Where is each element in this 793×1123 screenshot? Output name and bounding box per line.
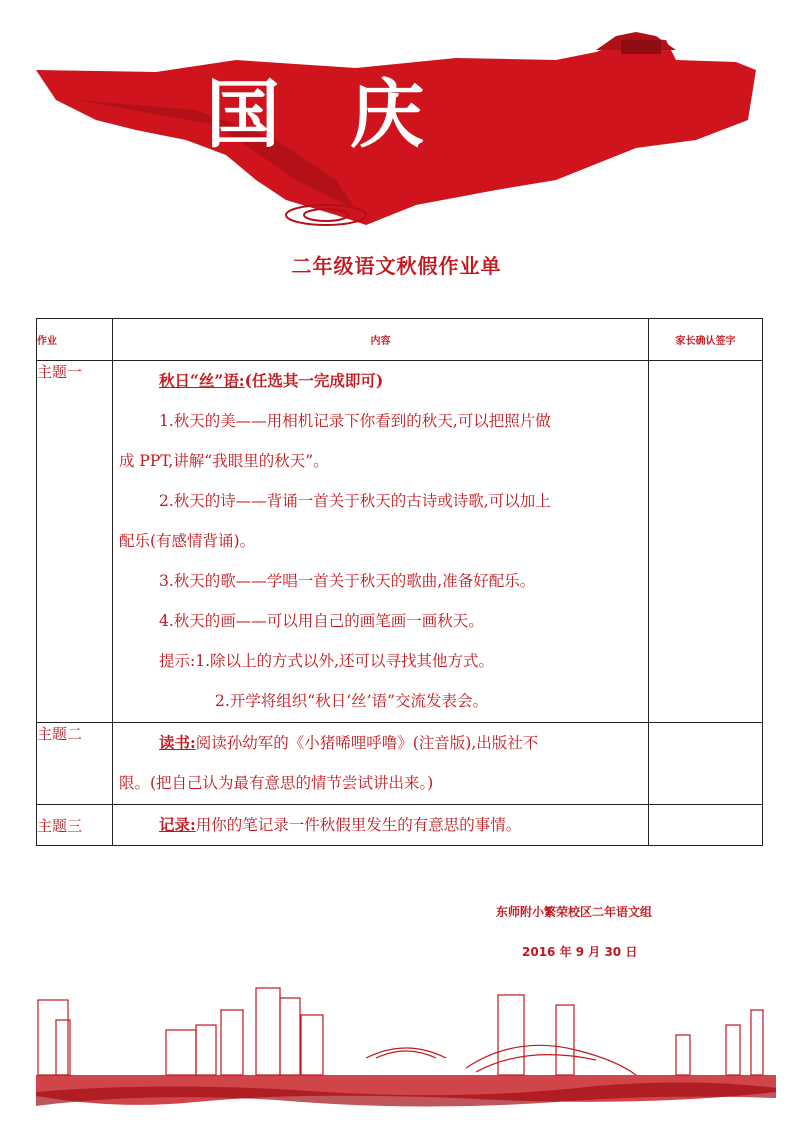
content-line: 3.秋天的歌——学唱一首关于秋天的歌曲,准备好配乐。 — [159, 572, 536, 590]
topic-title: 秋日“丝”语: — [159, 371, 245, 390]
table-row — [37, 723, 763, 805]
content-line: 2.开学将组织“秋日‘丝’语”交流发表会。 — [215, 692, 488, 710]
national-day-banner — [36, 30, 756, 230]
parent-sign-cell[interactable] — [649, 805, 763, 846]
content-line: 4.秋天的画——可以用自己的画笔画一画秋天。 — [159, 612, 484, 630]
topic-line — [113, 361, 648, 401]
header-content: 内容 — [113, 319, 649, 361]
topic-note: (任选其一完成即可) — [244, 371, 384, 390]
table-row — [37, 361, 763, 723]
parent-sign-cell[interactable] — [649, 361, 763, 723]
theme-label: 主题二 — [37, 723, 113, 805]
theme-label: 主题一 — [37, 361, 113, 723]
content-text: 阅读孙幼军的《小猪唏哩呼噜》(注音版),出版社不 — [195, 734, 539, 752]
footer-date: 2016 年 9 月 30 日 — [522, 945, 638, 959]
document-title: 二年级语文秋假作业单 — [291, 254, 502, 278]
red-map-silhouette-icon — [36, 30, 756, 230]
content-line — [113, 805, 648, 845]
content-line: 2.秋天的诗——背诵一首关于秋天的古诗或诗歌,可以加上 — [159, 492, 551, 510]
content-line: 限。(把自己认为最有意思的情节尝试讲出来。) — [119, 774, 434, 792]
topic-title: 读书: — [159, 733, 196, 752]
content-line — [113, 723, 648, 763]
theme-content — [113, 361, 649, 723]
content-text: 用你的笔记录一件秋假里发生的有意思的事情。 — [195, 816, 522, 834]
footer-organization: 东师附小繁荣校区二年语文组 — [496, 905, 653, 919]
content-line: 提示:1.除以上的方式以外,还可以寻找其他方式。 — [159, 652, 494, 670]
content-line: 配乐(有感情背诵)。 — [119, 532, 256, 550]
homework-table — [36, 318, 763, 846]
theme-label: 主题三 — [37, 805, 113, 846]
header-work: 作业 — [37, 319, 113, 361]
city-skyline — [36, 980, 776, 1115]
content-line: 成 PPT,讲解“我眼里的秋天”。 — [119, 452, 329, 470]
table-row — [37, 805, 763, 846]
header-parent-sign: 家长确认签字 — [649, 319, 763, 361]
topic-title: 记录: — [159, 815, 196, 834]
city-skyline-icon — [36, 980, 776, 1115]
banner-title: 国庆 — [206, 72, 494, 158]
theme-content — [113, 805, 649, 846]
content-line: 1.秋天的美——用相机记录下你看到的秋天,可以把照片做 — [159, 412, 551, 430]
table-header-row — [37, 319, 763, 361]
theme-content — [113, 723, 649, 805]
parent-sign-cell[interactable] — [649, 723, 763, 805]
